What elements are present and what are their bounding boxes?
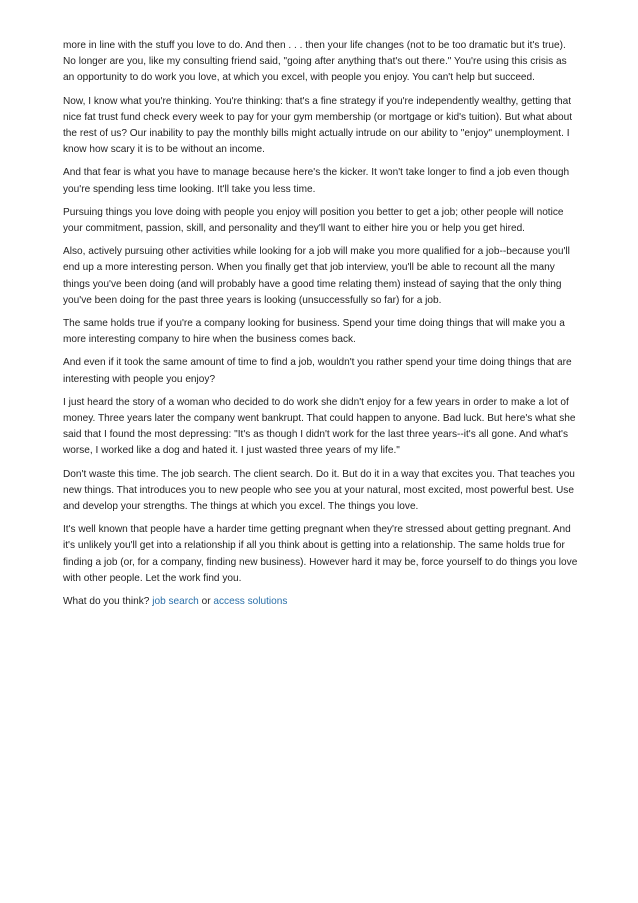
closing-prefix: What do you think?	[63, 596, 153, 608]
closing-middle: or	[198, 596, 214, 608]
paragraph-2: Now, I know what you're thinking. You're thinking: that's a fine strategy if you're independently wealthy, getting that nice fat trust fund check every week to pay for your gym membership (or mortgage or kid's tuition). But what about the rest of us? Our inability to pay the monthly bills might actually intrude on our ability to "enjoy" unemployment. I know how scary it is to be without an income.	[63, 95, 573, 156]
paragraph-7: And even if it took the same amount of time to find a job, wouldn't you rather spend your time doing things that are interesting with people you enjoy?	[63, 357, 572, 385]
paragraph-10: It's well known that people have a harder time getting pregnant when they're stressed about getting pregnant. And it's unlikely you'll get into a relationship if all you think about is getting into a relationship. The same holds true for finding a job (or, for a company, finding new business). However hard it may be, force yourself to do things you love with other people. Let the work find you.	[63, 524, 578, 584]
access-solutions-link[interactable]: access solutions	[213, 596, 288, 608]
paragraph-8: I just heard the story of a woman who decided to do work she didn't enjoy for a few years in order to make a lot of money. Three years later the company went bankrupt. That could happen to anyone. Bad luck. But here's what she said that I found the most depressing: "It's as though I didn't work for the last three years--it's all gone. And what's worse, I worked like a dog and hated it. I just wasted three years of my life."	[63, 396, 576, 457]
paragraph-3: And that fear is what you have to manage because here's the kicker. It won't take longer to find a job even though you're spending less time looking. It'll take you less time.	[63, 167, 570, 195]
job-search-link[interactable]: job search	[152, 596, 199, 608]
paragraph-9: Don't waste this time. The job search. The client search. Do it. But do it in a way that excites you. That teaches you new things. That introduces you to new people who see you at your natural, most excited, most powerful best. Use and develop your strengths. The things at which you excel. The things you love.	[63, 468, 575, 513]
paragraph-4: Pursuing things you love doing with people you enjoy will position you better to get a job; other people will notice your commitment, passion, skill, and personality and they'll want to either hire you or help you get hired.	[63, 206, 564, 235]
closing-line	[63, 594, 579, 610]
paragraph-5: Also, actively pursuing other activities while looking for a job will make you more qualified for a job--because you'll end up a more interesting person. When you finally get that job interview, you'll be able to recount all the many things you've been doing (and will probably have a good time relating them) instead of saying that the only thing you've been doing for the past three years is looking (unsuccessfully so far) for a job.	[63, 246, 570, 306]
paragraph-1: more in line with the stuff you love to do. And then . . . then your life changes (not to be too dramatic but it's true). No longer are you, like my consulting friend said, "going after anything that's out there." You're using this crisis as an opportunity to do work you love, at which you excel, with people you enjoy. You can't help but succeed.	[63, 40, 567, 84]
paragraph-6: The same holds true if you're a company looking for business. Spend your time doing things that will make you a more interesting company to hire when the business comes back.	[63, 318, 565, 346]
document-body	[63, 38, 579, 617]
